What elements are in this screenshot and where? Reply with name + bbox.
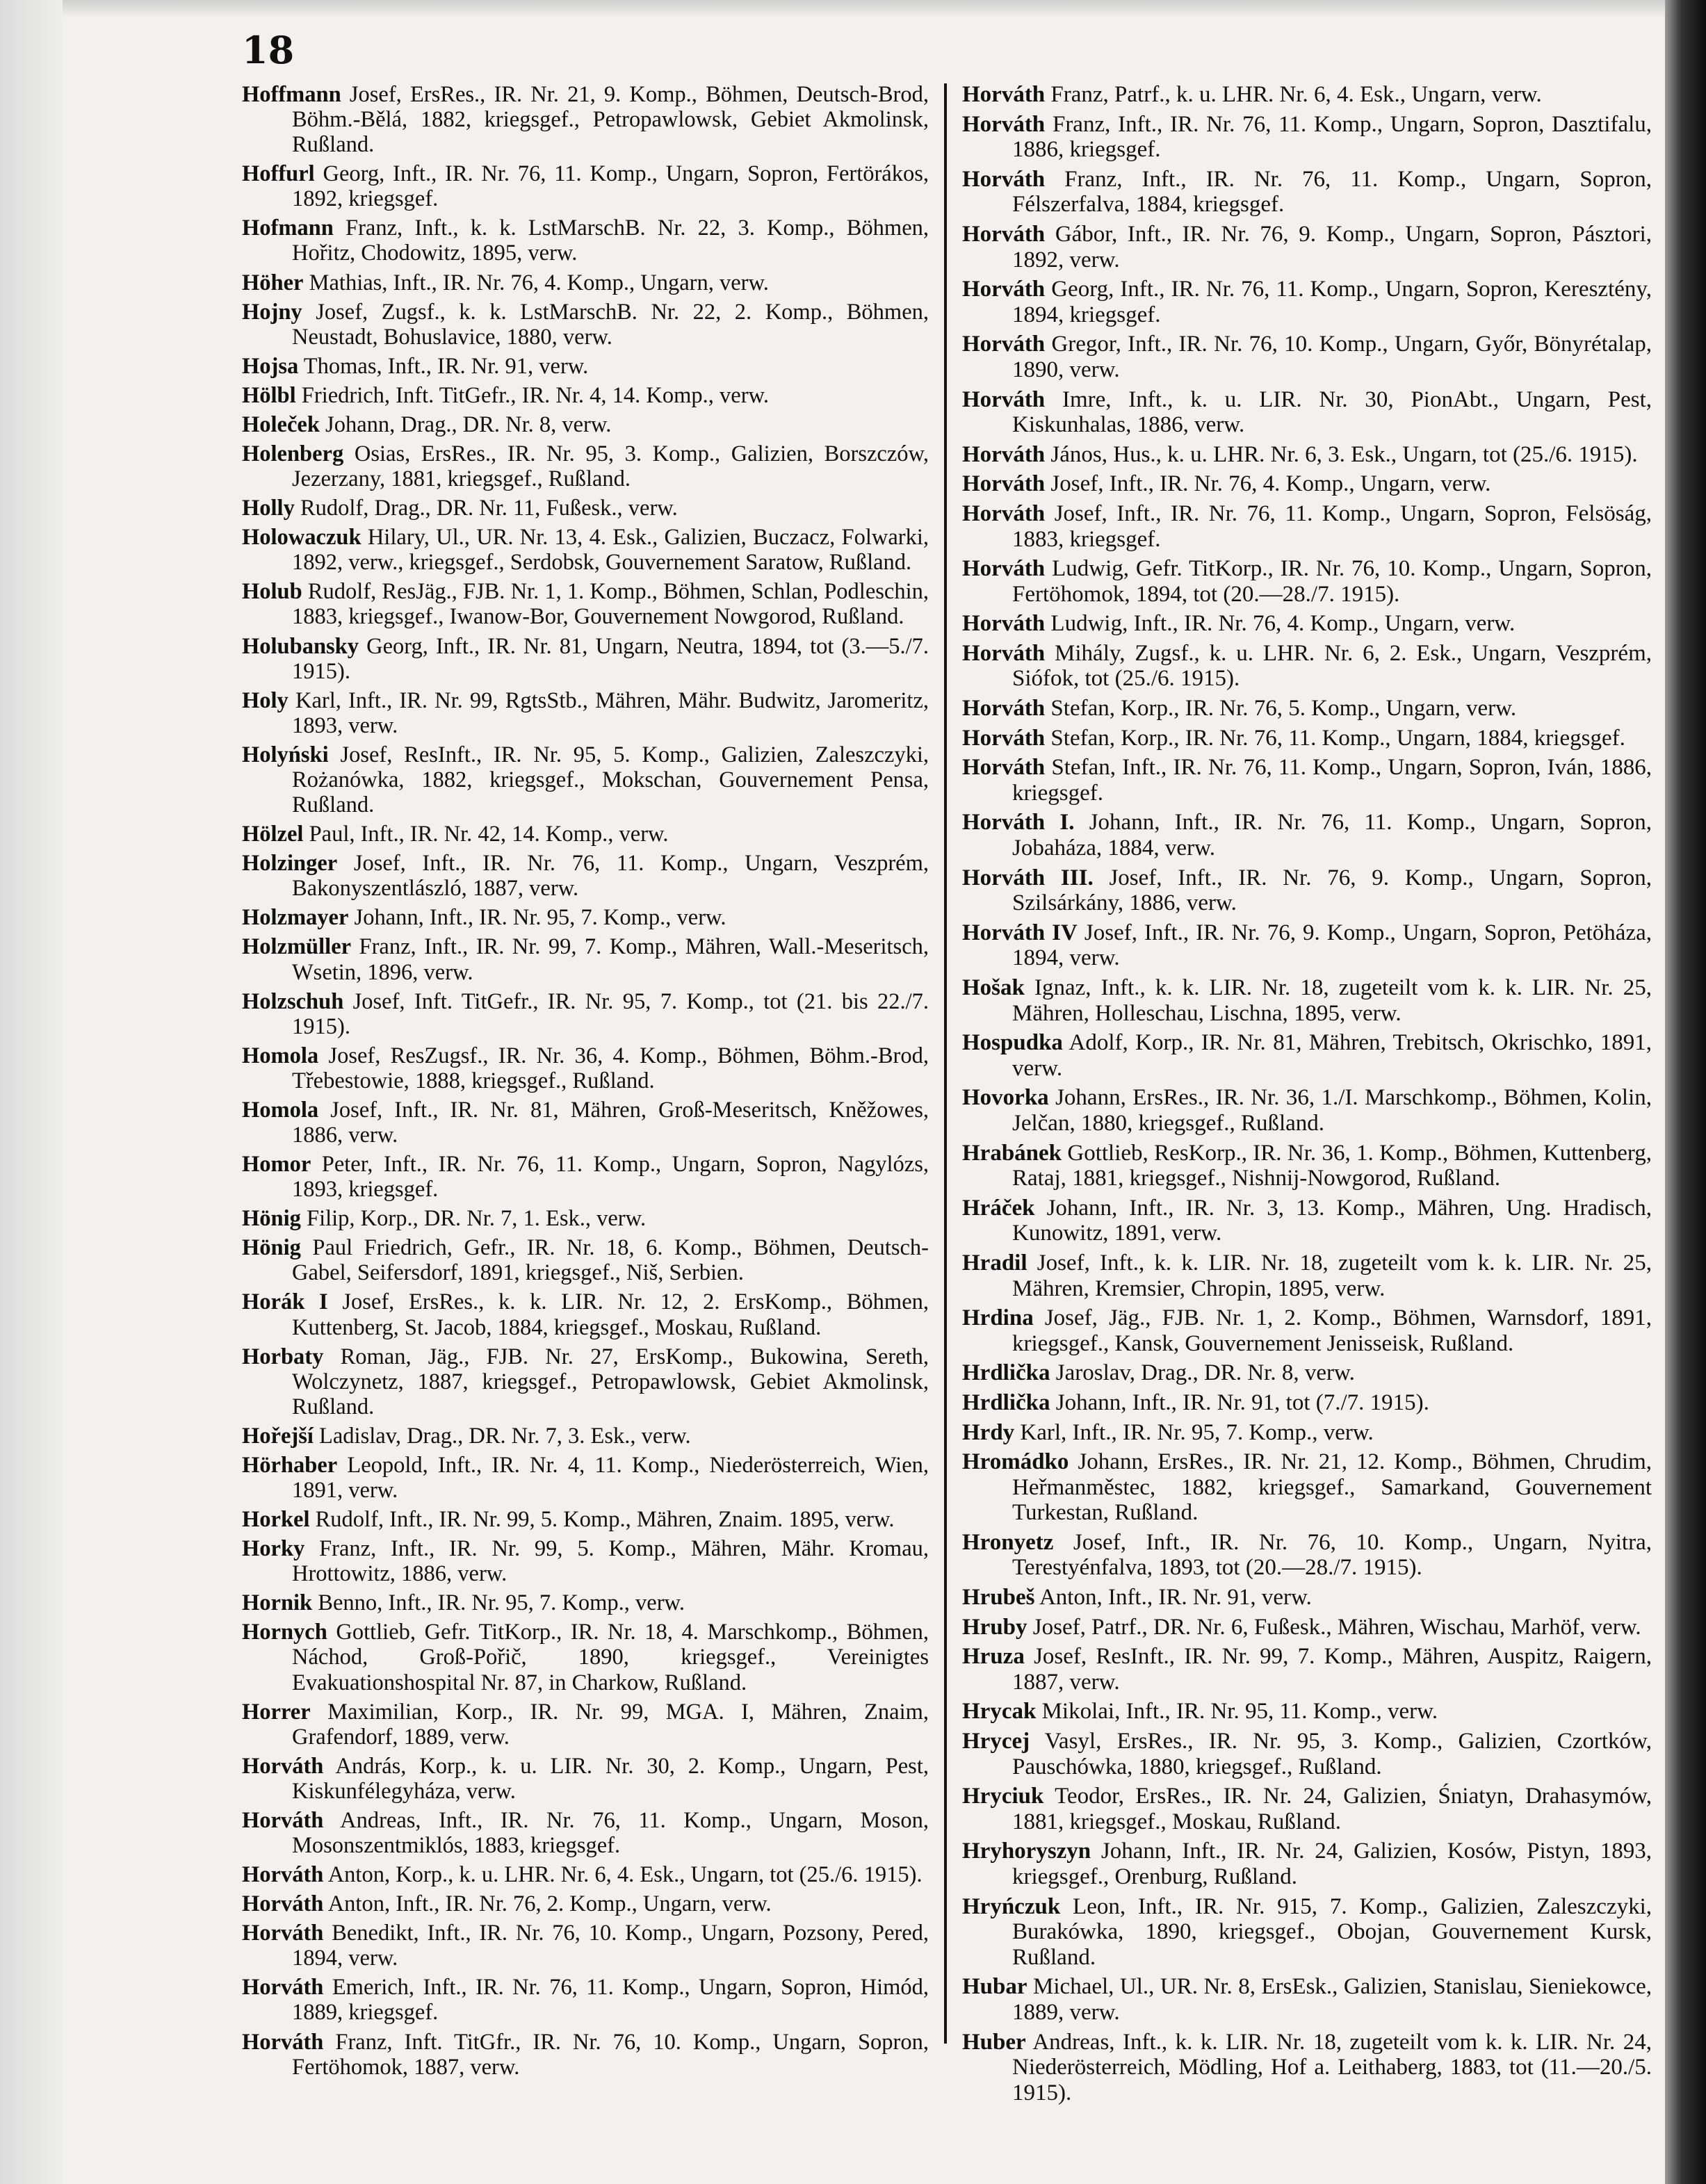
entry-details: Stefan, Inft., IR. Nr. 76, 11. Komp., Ungarn, Sopron, Iván, 1886, kriegsgef. <box>1012 755 1652 806</box>
entry-details: Johann, ErsRes., IR. Nr. 21, 12. Komp., Böhmen, Chrudim, Heřmanměstec, 1882, kriegsgef., Samarkand, Gouvernement Turkestan, Rußland. <box>1012 1449 1652 1526</box>
entry-details: Stefan, Korp., IR. Nr. 76, 11. Komp., Ungarn, 1884, kriegsgef. <box>1050 725 1625 751</box>
entry-details: Anton, Inft., IR. Nr. 91, verw. <box>1039 1585 1312 1611</box>
list-item <box>962 332 1652 382</box>
entry-details: Johann, Inft., IR. Nr. 3, 13. Komp., Mähren, Ung. Hradisch, Kunowitz, 1891, verw. <box>1012 1195 1652 1246</box>
entry-details: Gottlieb, ResKorp., IR. Nr. 36, 1. Komp., Böhmen, Kuttenberg, Rataj, 1881, kriegsgef., Nishnij-Nowgorod, Rußland. <box>1012 1140 1652 1191</box>
entry-details: Peter, Inft., IR. Nr. 76, 11. Komp., Ungarn, Sopron, Nagylózs, 1893, kriegsgef. <box>292 1152 929 1203</box>
entry-details: Josef, Inft., IR. Nr. 76, 4. Komp., Ungarn, verw. <box>1050 471 1491 497</box>
column-divider <box>944 83 947 2044</box>
list-item <box>962 1085 1652 1136</box>
entry-surname: Hrdina <box>962 1305 1034 1331</box>
entry-details: Mathias, Inft., IR. Nr. 76, 4. Komp., Ungarn, verw. <box>309 270 769 295</box>
entry-surname: Homola <box>242 1097 319 1123</box>
entry-details: Josef, Inft., IR. Nr. 76, 9. Komp., Ungarn, Sopron, Szilsárkány, 1886, verw. <box>1012 865 1652 916</box>
entry-surname: Horváth <box>962 696 1046 722</box>
list-item <box>242 1344 929 1419</box>
entry-surname: Horváth <box>242 1975 324 2000</box>
list-item <box>242 354 929 379</box>
entry-surname: Holy <box>242 687 289 713</box>
list-item <box>962 1390 1652 1416</box>
entry-surname: Höher <box>242 270 304 295</box>
entry-surname: Horváth <box>242 1862 324 1888</box>
entry-surname: Hořejší <box>242 1423 314 1449</box>
entry-details: Friedrich, Inft. TitGefr., IR. Nr. 4, 14. Komp., verw. <box>301 382 770 408</box>
list-item <box>962 387 1652 438</box>
list-item <box>962 810 1652 861</box>
list-item <box>962 1360 1652 1386</box>
entry-surname: Hruby <box>962 1614 1027 1640</box>
entry-details: Johann, Inft., IR. Nr. 76, 11. Komp., Ungarn, Sopron, Jobaháza, 1884, verw. <box>1012 810 1652 861</box>
entry-surname: Horváth <box>242 2029 324 2055</box>
entry-details: Josef, Inft., IR. Nr. 81, Mähren, Groß-Meseritsch, Kněžowes, 1886, verw. <box>292 1097 929 1148</box>
list-item <box>962 1974 1652 2025</box>
entry-surname: Hönig <box>242 1206 301 1232</box>
list-item <box>962 167 1652 218</box>
entry-surname: Holenberg <box>242 441 344 467</box>
entry-surname: Hrdlička <box>962 1360 1050 1386</box>
entry-details: Josef, Inft., IR. Nr. 76, 11. Komp., Ungarn, Sopron, Felsöság, 1883, kriegsgef. <box>1012 500 1652 552</box>
entry-surname: Horváth <box>962 386 1046 412</box>
list-item <box>962 1839 1652 1889</box>
entry-surname: Hovorka <box>962 1085 1049 1111</box>
list-item <box>242 1891 929 1916</box>
list-item <box>962 755 1652 806</box>
entry-details: Leon, Inft., IR. Nr. 915, 7. Komp., Galizien, Zaleszczyki, Burakówka, 1890, kriegsgef., Obojan, Gouvernement Kursk, Rußland. <box>1012 1893 1652 1970</box>
list-item <box>962 641 1652 692</box>
entry-details: Josef, ResInft., IR. Nr. 95, 5. Komp., Galizien, Zaleszczyki, Rożanówka, 1882, kriegsgef., Mokschan, Gouvernement Pensa, Rußland. <box>292 742 929 818</box>
entry-surname: Hrycej <box>962 1729 1030 1754</box>
entry-details: Franz, Inft., k. k. LstMarschB. Nr. 22, 3. Komp., Böhmen, Hořitz, Chodowitz, 1895, verw. <box>292 215 929 266</box>
entry-details: Gábor, Inft., IR. Nr. 76, 9. Komp., Ungarn, Sopron, Pásztori, 1892, verw. <box>1012 221 1652 272</box>
list-item <box>242 1620 929 1695</box>
list-item <box>242 688 929 738</box>
list-item <box>242 161 929 211</box>
entry-details: Ludwig, Gefr. TitKorp., IR. Nr. 76, 10. Komp., Ungarn, Sopron, Fertöhomok, 1894, tot (20.—28./7. 1915). <box>1012 556 1652 607</box>
list-item <box>962 1420 1652 1446</box>
page-number: 18 <box>242 28 295 72</box>
entry-surname: Hryhoryszyn <box>962 1839 1091 1864</box>
entry-surname: Horváth <box>962 556 1046 582</box>
entry-details: András, Korp., k. u. LIR. Nr. 30, 2. Komp., Ungarn, Pest, Kiskunfélegyháza, verw. <box>292 1753 929 1804</box>
scan-edge-top <box>0 0 1706 18</box>
list-item <box>242 934 929 984</box>
entry-details: Stefan, Korp., IR. Nr. 76, 5. Komp., Ungarn, verw. <box>1050 696 1517 722</box>
entry-details: Josef, Inft., IR. Nr. 76, 9. Komp., Ungarn, Sopron, Petöháza, 1894, verw. <box>1012 920 1652 971</box>
list-item <box>242 579 929 629</box>
entry-details: Josef, Jäg., FJB. Nr. 1, 2. Komp., Böhmen, Warnsdorf, 1891, kriegsgef., Kansk, Gouvernement Jenisseisk, Rußland. <box>1012 1305 1652 1356</box>
list-item <box>962 501 1652 552</box>
entry-surname: Hornik <box>242 1590 313 1616</box>
entry-details: Michael, Ul., UR. Nr. 8, ErsEsk., Galizien, Stanislau, Sieniekowce, 1889, verw. <box>1012 1974 1652 2025</box>
list-item <box>962 1644 1652 1695</box>
entry-details: Josef, Patrf., DR. Nr. 6, Fußesk., Mähren, Wischau, Marhöf, verw. <box>1032 1614 1641 1640</box>
list-item <box>242 1043 929 1093</box>
list-item <box>242 1453 929 1503</box>
entry-details: Emerich, Inft., IR. Nr. 76, 11. Komp., Ungarn, Sopron, Himód, 1889, kriegsgef. <box>292 1975 929 2026</box>
entry-details: Anton, Korp., k. u. LHR. Nr. 6, 4. Esk., Ungarn, tot (25./6. 1915). <box>327 1862 923 1888</box>
entry-surname: Hornych <box>242 1620 327 1645</box>
entry-details: Josef, Zugsf., k. k. LstMarschB. Nr. 22, 2. Komp., Böhmen, Neustadt, Bohuslavice, 1880, verw. <box>292 299 929 350</box>
list-item <box>242 822 929 847</box>
entry-surname: Horváth <box>962 725 1046 751</box>
list-item <box>242 634 929 684</box>
list-item <box>962 222 1652 272</box>
entry-details: Maximilian, Korp., IR. Nr. 99, MGA. I, Mähren, Znaim, Grafendorf, 1889, verw. <box>292 1699 929 1750</box>
list-item <box>962 82 1652 108</box>
entry-surname: Horky <box>242 1536 305 1562</box>
entry-details: Benno, Inft., IR. Nr. 95, 7. Komp., verw. <box>318 1590 685 1616</box>
list-item <box>962 471 1652 497</box>
list-item <box>242 1808 929 1858</box>
entry-details: Andreas, Inft., IR. Nr. 76, 11. Komp., Ungarn, Moson, Mosonszentmiklós, 1883, kriegsgef. <box>292 1807 929 1858</box>
entry-surname: Horváth <box>962 611 1046 637</box>
entry-details: Vasyl, ErsRes., IR. Nr. 95, 3. Komp., Galizien, Czortków, Pauschówka, 1880, kriegsgef., Rußland. <box>1012 1729 1652 1779</box>
list-item <box>962 1196 1652 1246</box>
list-item <box>242 1507 929 1532</box>
entry-surname: Hryńczuk <box>962 1893 1061 1919</box>
entry-surname: Horbaty <box>242 1344 324 1369</box>
entry-details: Franz, Inft., IR. Nr. 99, 5. Komp., Mähren, Mähr. Kromau, Hrottowitz, 1886, verw. <box>292 1536 929 1587</box>
entry-surname: Hrdlička <box>962 1390 1050 1415</box>
entry-surname: Holzmayer <box>242 905 349 931</box>
entry-surname: Holzschuh <box>242 988 344 1014</box>
list-item <box>962 1894 1652 1971</box>
entry-details: Rudolf, ResJäg., FJB. Nr. 1, 1. Komp., Böhmen, Schlan, Podleschin, 1883, kriegsgef., Iwanow-Bor, Gouvernement Nowgorod, Rußland. <box>292 579 929 630</box>
entry-surname: Horváth <box>962 640 1046 666</box>
entry-details: Paul, Inft., IR. Nr. 42, 14. Komp., verw. <box>309 822 669 847</box>
entry-surname: Horváth <box>962 471 1046 497</box>
entry-details: Mikolai, Inft., IR. Nr. 95, 11. Komp., verw. <box>1041 1699 1438 1725</box>
left-column <box>242 82 929 2084</box>
entry-surname: Horváth <box>962 221 1046 247</box>
list-item <box>242 1536 929 1586</box>
entry-surname: Horváth <box>962 166 1046 192</box>
entry-details: Karl, Inft., IR. Nr. 95, 7. Komp., verw. <box>1020 1419 1374 1445</box>
entry-details: Josef, Inft., k. k. LIR. Nr. 18, zugeteilt vom k. k. LIR. Nr. 25, Mähren, Kremsier, Chropin, 1895, verw. <box>1012 1250 1652 1301</box>
entry-details: Georg, Inft., IR. Nr. 76, 11. Komp., Ungarn, Sopron, Keresztény, 1894, kriegsgef. <box>1012 277 1652 327</box>
entry-details: Rudolf, Drag., DR. Nr. 11, Fußesk., verw. <box>300 496 678 521</box>
entry-details: Leopold, Inft., IR. Nr. 4, 11. Komp., Niederösterreich, Wien, 1891, verw. <box>292 1452 929 1503</box>
entry-details: Adolf, Korp., IR. Nr. 81, Mähren, Trebitsch, Okrischko, 1891, verw. <box>1012 1030 1652 1081</box>
entry-details: Franz, Inft., IR. Nr. 76, 11. Komp., Ungarn, Sopron, Félszerfalva, 1884, kriegsgef. <box>1012 166 1652 218</box>
entry-details: János, Hus., k. u. LHR. Nr. 6, 3. Esk., Ungarn, tot (25./6. 1915). <box>1050 441 1638 467</box>
list-item <box>962 1305 1652 1356</box>
entry-surname: Horváth <box>962 332 1046 357</box>
entry-details: Josef, Inft., IR. Nr. 76, 11. Komp., Ungarn, Veszprém, Bakonyszentlászló, 1887, verw. <box>292 851 929 902</box>
entry-details: Josef, ErsRes., k. k. LIR. Nr. 12, 2. ErsKomp., Böhmen, Kuttenberg, St. Jacob, 1884, kriegsgef., Moskau, Rußland. <box>292 1289 929 1340</box>
entry-surname: Horváth <box>962 82 1046 107</box>
entry-surname: Huber <box>962 2029 1026 2055</box>
entry-details: Georg, Inft., IR. Nr. 76, 11. Komp., Ungarn, Sopron, Fertörákos, 1892, kriegsgef. <box>292 161 929 212</box>
entry-surname: Hruza <box>962 1644 1025 1670</box>
list-item <box>242 300 929 350</box>
entry-details: Teodor, ErsRes., IR. Nr. 24, Galizien, Śniatyn, Drahasymów, 1881, kriegsgef., Moskau, Rußland. <box>1012 1784 1652 1834</box>
entry-details: Anton, Inft., IR. Nr. 76, 2. Komp., Ungarn, verw. <box>327 1891 772 1917</box>
scan-edge-left <box>0 0 63 2184</box>
list-item <box>242 1206 929 1231</box>
list-item <box>242 1975 929 2025</box>
entry-surname: Holzinger <box>242 851 338 877</box>
entry-details: Hilary, Ul., UR. Nr. 13, 4. Esk., Galizien, Buczacz, Folwarki, 1892, verw., kriegsgef., Serdobsk, Gouvernement Saratow, Rußland. <box>292 525 929 576</box>
entry-details: Johann, Inft., IR. Nr. 24, Galizien, Kosów, Pistyn, 1893, kriegsgef., Orenburg, Rußland. <box>1012 1839 1652 1889</box>
list-item <box>242 383 929 408</box>
entry-details: Ignaz, Inft., k. k. LIR. Nr. 18, zugeteilt vom k. k. LIR. Nr. 25, Mähren, Holleschau, Lischna, 1895, verw. <box>1012 975 1652 1026</box>
entry-surname: Horváth <box>242 1807 324 1833</box>
entry-details: Josef, Inft., IR. Nr. 76, 10. Komp., Ungarn, Nyitra, Terestyénfalva, 1893, tot (20.—28./7. 1915). <box>1012 1529 1652 1581</box>
list-item <box>962 442 1652 468</box>
list-item <box>962 1141 1652 1191</box>
right-column <box>962 82 1652 2110</box>
entry-details: Paul Friedrich, Gefr., IR. Nr. 18, 6. Komp., Böhmen, Deutsch-Gabel, Seifersdorf, 1891, kriegsgef., Niš, Serbien. <box>292 1235 929 1286</box>
entry-surname: Hronyetz <box>962 1529 1054 1555</box>
entry-details: Roman, Jäg., FJB. Nr. 27, ErsKomp., Bukowina, Sereth, Wolczynetz, 1887, kriegsgef., Petropawlowsk, Gebiet Akmolinsk, Rußland. <box>292 1344 929 1419</box>
entry-surname: Hošak <box>962 975 1025 1000</box>
list-item <box>962 865 1652 916</box>
entry-surname: Hölbl <box>242 382 296 408</box>
entry-surname: Hospudka <box>962 1030 1063 1056</box>
list-item <box>962 975 1652 1026</box>
entry-surname: Horváth <box>242 1921 324 1946</box>
list-item <box>962 920 1652 971</box>
entry-surname: Horváth <box>962 441 1046 467</box>
list-item <box>242 82 929 157</box>
entry-details: Josef, Inft. TitGefr., IR. Nr. 95, 7. Komp., tot (21. bis 22./7. 1915). <box>292 988 929 1039</box>
list-item <box>242 1152 929 1202</box>
list-item <box>242 1862 929 1887</box>
entry-surname: Hoffmann <box>242 82 341 107</box>
list-item <box>242 525 929 575</box>
entry-details: Osias, ErsRes., IR. Nr. 95, 3. Komp., Galizien, Borszczów, Jezerzany, 1881, kriegsgef., Rußland. <box>292 441 929 492</box>
list-item <box>962 556 1652 607</box>
entry-surname: Homor <box>242 1152 311 1177</box>
entry-surname: Horrer <box>242 1699 311 1725</box>
list-item <box>962 1784 1652 1834</box>
list-item <box>242 215 929 266</box>
entry-surname: Hönig <box>242 1235 301 1261</box>
list-item <box>242 1754 929 1804</box>
list-item <box>962 1585 1652 1611</box>
entry-surname: Horváth III. <box>962 865 1094 890</box>
entry-surname: Hubar <box>962 1974 1027 2000</box>
scan-edge-right <box>1665 0 1706 2184</box>
list-item <box>962 726 1652 751</box>
entry-details: Josef, ErsRes., IR. Nr. 21, 9. Komp., Böhmen, Deutsch-Brod, Böhm.-Bělá, 1882, kriegsgef., Petropawlowsk, Gebiet Akmolinsk, Rußland. <box>292 82 929 158</box>
entry-details: Johann, Inft., IR. Nr. 91, tot (7./7. 1915). <box>1055 1390 1429 1415</box>
list-item <box>242 1289 929 1339</box>
entry-surname: Hráček <box>962 1195 1035 1221</box>
entry-details: Gregor, Inft., IR. Nr. 76, 10. Komp., Ungarn, Győr, Bönyrétalap, 1890, verw. <box>1012 332 1652 382</box>
entry-details: Franz, Inft., IR. Nr. 99, 7. Komp., Mähren, Wall.-Meseritsch, Wsetin, 1896, verw. <box>292 934 929 985</box>
entry-surname: Hofmann <box>242 215 334 241</box>
list-item <box>962 1250 1652 1301</box>
entry-surname: Holzmüller <box>242 934 352 960</box>
entry-surname: Horváth I. <box>962 810 1075 836</box>
entry-details: Johann, ErsRes., IR. Nr. 36, 1./I. Marschkomp., Böhmen, Kolin, Jelčan, 1880, kriegsgef., Rußland. <box>1012 1085 1652 1136</box>
list-item <box>962 611 1652 637</box>
list-item <box>242 851 929 901</box>
entry-details: Andreas, Inft., k. k. LIR. Nr. 18, zugeteilt vom k. k. LIR. Nr. 24, Niederösterreich, Mödling, Hof a. Leithaberg, 1883, tot (11.—20./5. 1915). <box>1012 2029 1652 2105</box>
list-item <box>962 1729 1652 1779</box>
entry-details: Georg, Inft., IR. Nr. 81, Ungarn, Neutra, 1894, tot (3.—5./7. 1915). <box>292 633 929 684</box>
entry-details: Karl, Inft., IR. Nr. 99, RgtsStb., Mähren, Mähr. Budwitz, Jaromeritz, 1893, verw. <box>292 687 929 738</box>
entry-surname: Holubansky <box>242 633 359 659</box>
entry-surname: Hölzel <box>242 822 304 847</box>
list-item <box>962 112 1652 163</box>
list-item <box>242 905 929 930</box>
entry-surname: Horváth <box>962 500 1046 526</box>
list-item <box>962 277 1652 327</box>
list-item <box>242 412 929 437</box>
entry-surname: Horváth <box>962 111 1046 137</box>
list-item <box>962 1449 1652 1526</box>
entry-details: Johann, Inft., IR. Nr. 95, 7. Komp., verw. <box>354 905 726 931</box>
entry-details: Josef, ResInft., IR. Nr. 99, 7. Komp., Mähren, Auspitz, Raigern, 1887, verw. <box>1012 1644 1652 1695</box>
list-item <box>962 1530 1652 1581</box>
entry-details: Franz, Inft. TitGfr., IR. Nr. 76, 10. Komp., Ungarn, Sopron, Fertöhomok, 1887, verw. <box>292 2029 929 2080</box>
entry-surname: Holowaczuk <box>242 525 361 551</box>
entry-surname: Hrubeš <box>962 1585 1035 1611</box>
list-item <box>242 1235 929 1285</box>
entry-details: Franz, Patrf., k. u. LHR. Nr. 6, 4. Esk., Ungarn, verw. <box>1050 82 1542 107</box>
entry-details: Mihály, Zugsf., k. u. LHR. Nr. 6, 2. Esk., Ungarn, Veszprém, Siófok, tot (25./6. 1915). <box>1012 640 1652 692</box>
entry-surname: Hörhaber <box>242 1452 338 1478</box>
list-item <box>242 1424 929 1449</box>
entry-surname: Holub <box>242 579 302 605</box>
entry-surname: Hradil <box>962 1250 1027 1276</box>
list-item <box>242 742 929 817</box>
entry-details: Filip, Korp., DR. Nr. 7, 1. Esk., verw. <box>307 1206 647 1232</box>
entry-surname: Hrycak <box>962 1699 1037 1725</box>
list-item <box>242 1921 929 1971</box>
list-item <box>242 989 929 1039</box>
entry-details: Ladislav, Drag., DR. Nr. 7, 3. Esk., verw. <box>319 1423 691 1449</box>
list-item <box>962 696 1652 722</box>
entry-surname: Hromádko <box>962 1449 1069 1475</box>
entry-surname: Holeček <box>242 411 320 437</box>
entry-surname: Hoffurl <box>242 161 315 187</box>
entry-surname: Hrabánek <box>962 1140 1062 1166</box>
list-item <box>962 1699 1652 1725</box>
entry-details: Josef, ResZugsf., IR. Nr. 36, 4. Komp., Böhmen, Böhm.-Brod, Třebestowie, 1888, kriegsgef., Rußland. <box>292 1043 929 1093</box>
entry-surname: Horváth <box>962 755 1046 781</box>
entry-details: Ludwig, Inft., IR. Nr. 76, 4. Komp., Ungarn, verw. <box>1050 611 1516 637</box>
entry-surname: Horváth IV <box>962 920 1078 945</box>
list-item <box>962 2030 1652 2106</box>
entry-details: Rudolf, Inft., IR. Nr. 99, 5. Komp., Mähren, Znaim. 1895, verw. <box>315 1507 895 1533</box>
entry-details: Imre, Inft., k. u. LIR. Nr. 30, PionAbt., Ungarn, Pest, Kiskunhalas, 1886, verw. <box>1012 386 1652 438</box>
list-item <box>962 1030 1652 1081</box>
entry-surname: Hojny <box>242 299 302 325</box>
list-item <box>242 270 929 295</box>
list-item <box>242 1590 929 1615</box>
entry-surname: Horváth <box>962 277 1046 302</box>
entry-surname: Holyński <box>242 742 329 767</box>
entry-surname: Hojsa <box>242 353 299 379</box>
list-item <box>242 2030 929 2080</box>
entry-surname: Horák I <box>242 1289 328 1315</box>
list-item <box>242 1700 929 1750</box>
entry-surname: Homola <box>242 1043 319 1068</box>
list-item <box>242 496 929 521</box>
entry-surname: Hryciuk <box>962 1784 1044 1809</box>
entry-surname: Horváth <box>242 1753 324 1779</box>
entry-details: Johann, Drag., DR. Nr. 8, verw. <box>325 411 612 437</box>
list-item <box>962 1615 1652 1640</box>
entry-surname: Hrdy <box>962 1419 1015 1445</box>
list-item <box>242 441 929 491</box>
entry-details: Jaroslav, Drag., DR. Nr. 8, verw. <box>1055 1360 1355 1386</box>
entry-details: Franz, Inft., IR. Nr. 76, 11. Komp., Ungarn, Sopron, Dasztifalu, 1886, kriegsgef. <box>1012 111 1652 163</box>
entry-surname: Horváth <box>242 1891 324 1917</box>
entry-surname: Holly <box>242 496 295 521</box>
entry-details: Benedikt, Inft., IR. Nr. 76, 10. Komp., Ungarn, Pozsony, Pered, 1894, verw. <box>292 1921 929 1971</box>
entry-details: Gottlieb, Gefr. TitKorp., IR. Nr. 18, 4. Marschkomp., Böhmen, Náchod, Groß-Pořič, 1890, kriegsgef., Vereinigtes Evakuationshospital Nr. 87, in Charkow, Rußland. <box>292 1620 929 1695</box>
entry-details: Thomas, Inft., IR. Nr. 91, verw. <box>303 353 589 379</box>
list-item <box>242 1098 929 1148</box>
entry-surname: Horkel <box>242 1507 310 1533</box>
